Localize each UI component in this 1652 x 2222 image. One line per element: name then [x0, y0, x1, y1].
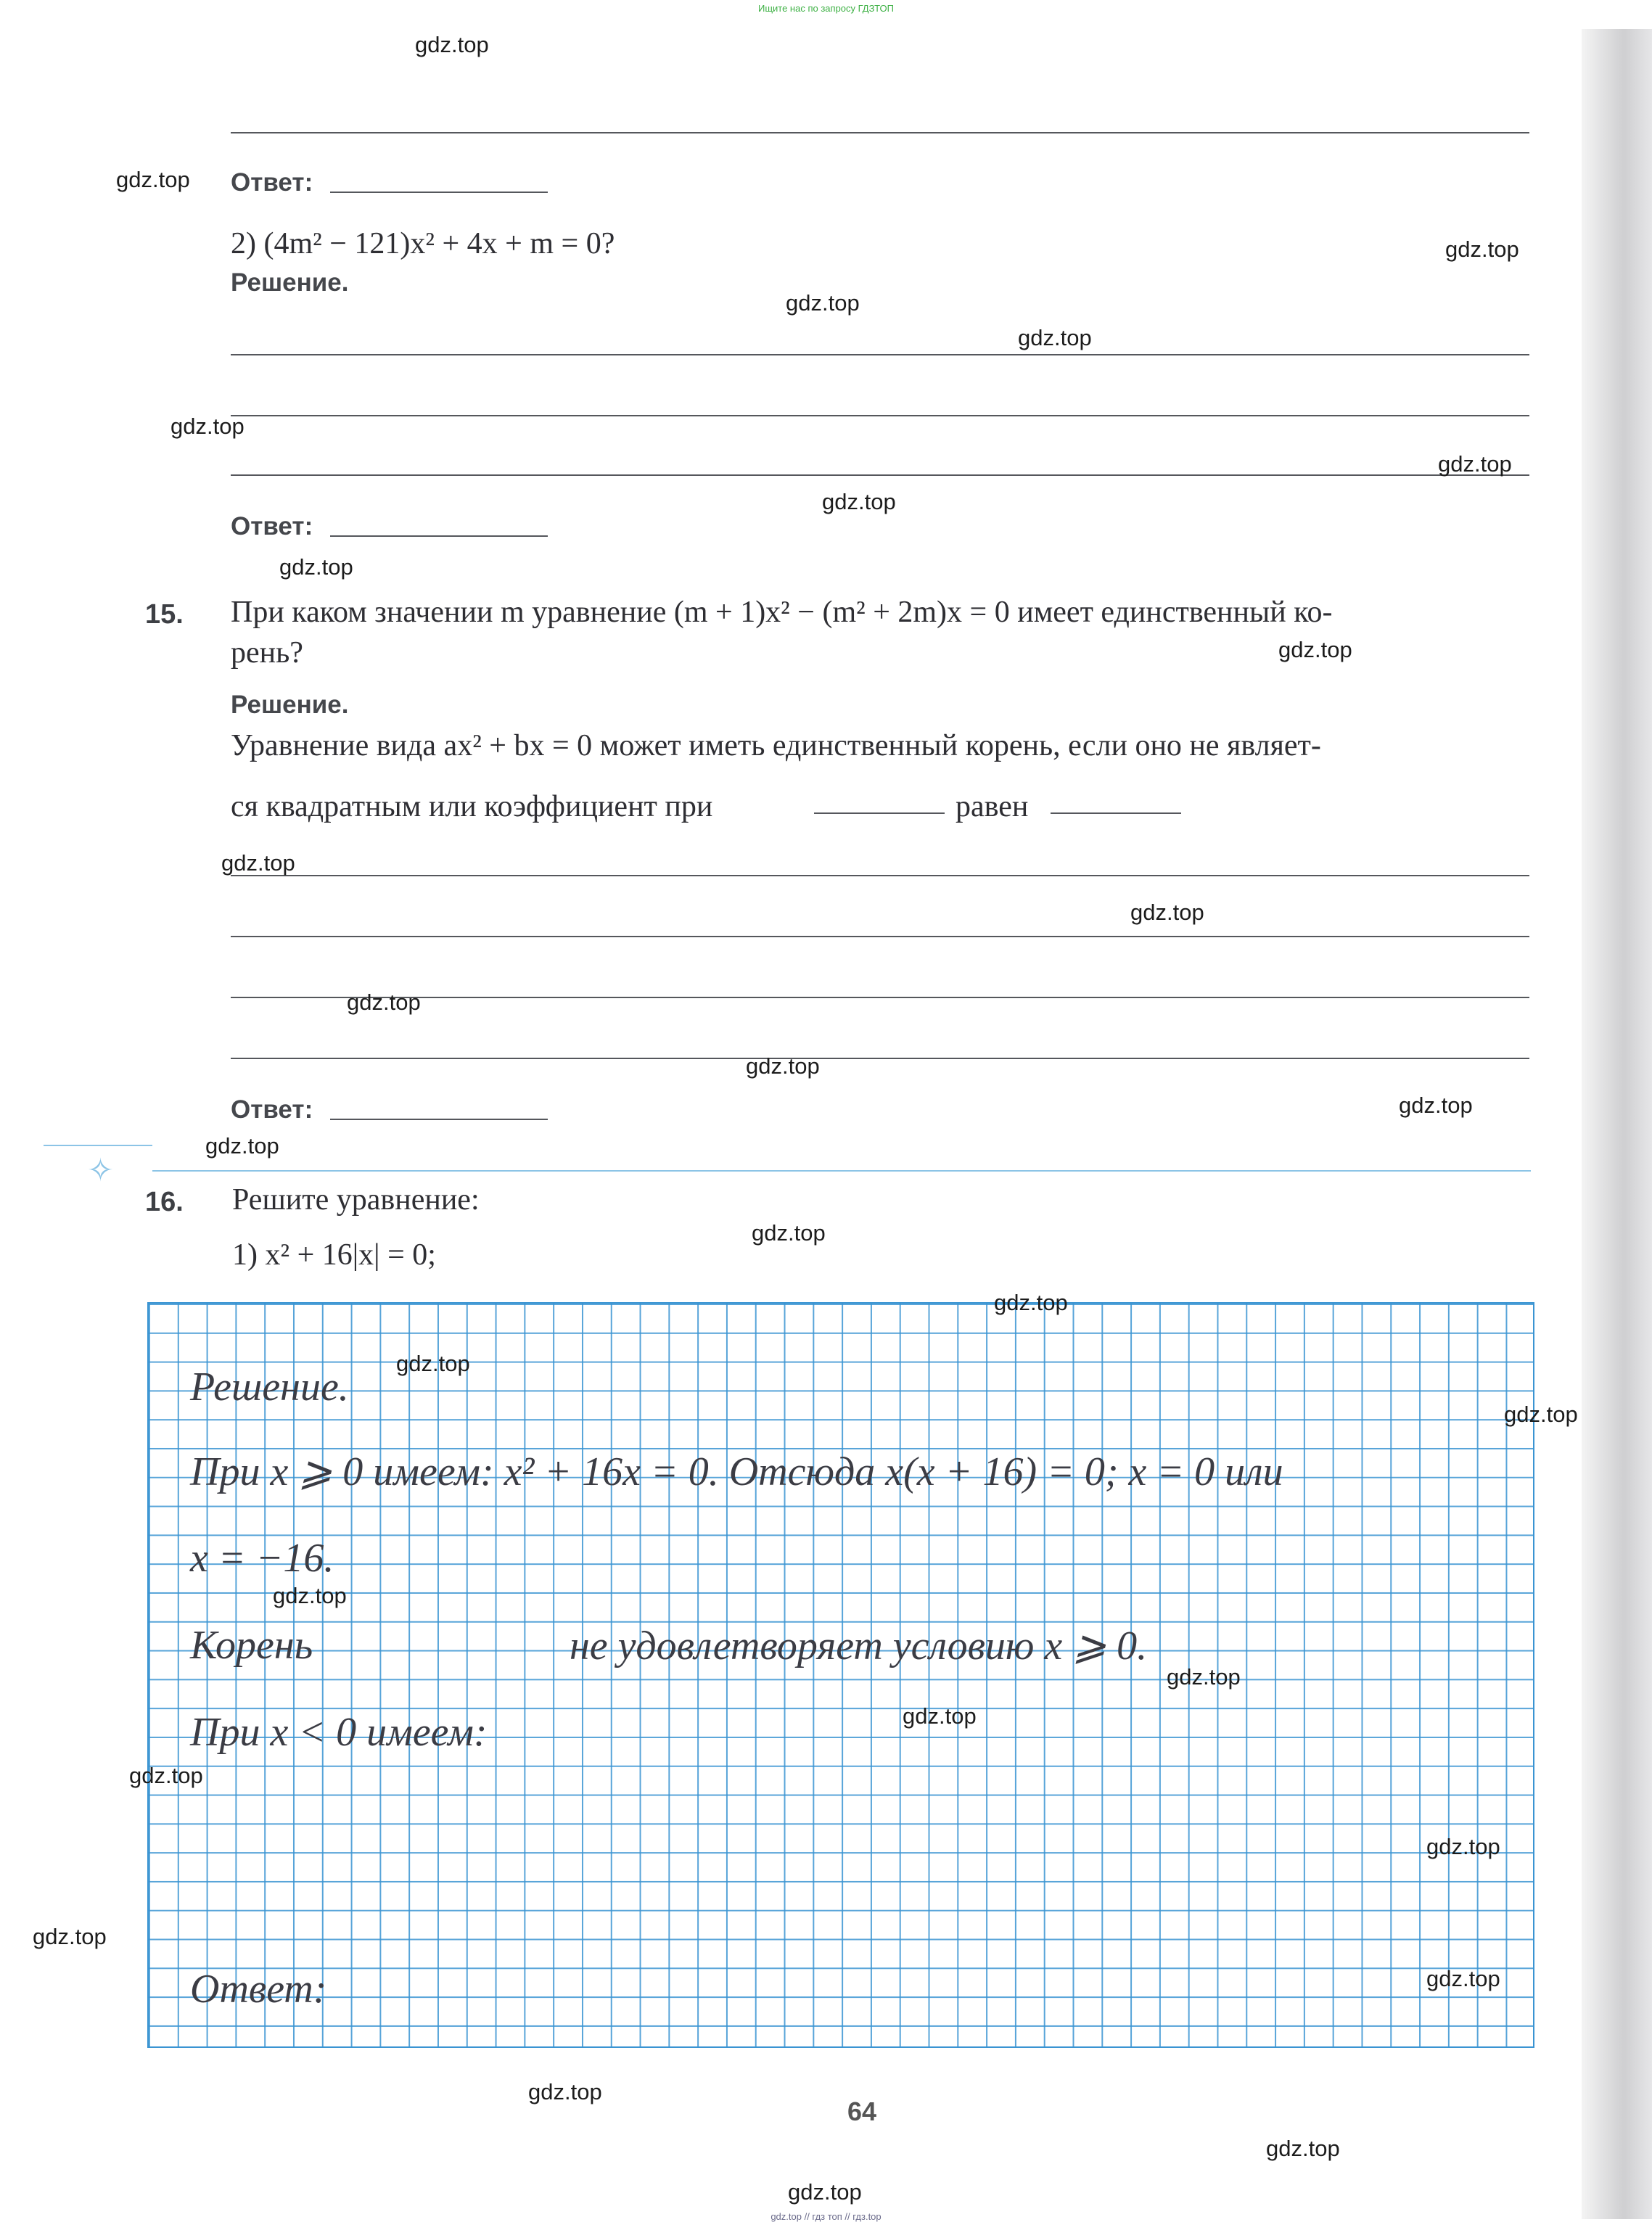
handwritten-line: x = −16. — [190, 1536, 334, 1581]
fill-blank — [814, 812, 945, 814]
task15-hint-line1: Уравнение вида ax² + bx = 0 может иметь единственный корень, если оно не являет- — [231, 729, 1321, 762]
footer-note: gdz.top // гдз топ // гдз.top — [770, 2211, 882, 2222]
answer-blank — [330, 192, 548, 193]
sparkle-icon: ✧ — [87, 1152, 114, 1189]
writing-line — [231, 997, 1529, 998]
section-divider — [152, 1170, 1531, 1172]
answer-blank — [330, 1119, 548, 1120]
writing-line — [231, 936, 1529, 937]
answer-rule — [231, 132, 1529, 133]
grid-answer-area — [147, 1302, 1534, 2048]
watermark: gdz.top — [396, 1351, 470, 1376]
task15-question-line1: При каком значении m уравнение (m + 1)x² − (m² + 2m)x = 0 имеет единственный ко- — [231, 596, 1333, 629]
watermark: gdz.top — [1130, 900, 1204, 925]
handwritten-line: При x < 0 имеем: — [190, 1710, 488, 1755]
header-note: Ищите нас по запросу ГДЗТОП — [757, 3, 894, 14]
watermark: gdz.top — [1167, 1664, 1241, 1690]
watermark: gdz.top — [1445, 236, 1519, 262]
watermark: gdz.top — [788, 2179, 862, 2205]
answer-label: Ответ: — [231, 512, 313, 540]
handwritten-line: При x ⩾ 0 имеем: x² + 16x = 0. Отсюда x(x + 16) = 0; x = 0 или — [190, 1449, 1283, 1494]
handwritten-solution-title: Решение. — [190, 1365, 349, 1410]
watermark: gdz.top — [1278, 637, 1352, 662]
watermark: gdz.top — [822, 489, 896, 514]
writing-line — [231, 474, 1529, 476]
writing-line — [231, 354, 1529, 355]
watermark: gdz.top — [279, 554, 353, 580]
watermark: gdz.top — [170, 413, 244, 439]
watermark: gdz.top — [752, 1220, 826, 1246]
watermark: gdz.top — [786, 290, 860, 316]
task15-number: 15. — [145, 599, 184, 630]
task15-question-line2: рень? — [231, 636, 303, 670]
task15-hint-line2b: равен — [956, 790, 1029, 823]
watermark: gdz.top — [903, 1703, 977, 1729]
writing-line — [231, 1058, 1529, 1059]
answer-label: Ответ: — [231, 168, 313, 197]
watermark: gdz.top — [528, 2079, 602, 2104]
watermark: gdz.top — [33, 1924, 107, 1949]
watermark: gdz.top — [1438, 451, 1512, 477]
watermark: gdz.top — [1399, 1093, 1473, 1118]
task16-instruction: Решите уравнение: — [232, 1183, 480, 1217]
watermark: gdz.top — [116, 167, 190, 192]
watermark: gdz.top — [994, 1290, 1068, 1315]
watermark: gdz.top — [1266, 2136, 1340, 2161]
watermark: gdz.top — [746, 1053, 820, 1079]
watermark: gdz.top — [415, 32, 489, 57]
page-number: 64 — [847, 2097, 877, 2126]
answer-label: Ответ: — [231, 1095, 313, 1124]
solution-label: Решение. — [231, 268, 349, 297]
task16-number: 16. — [145, 1187, 184, 1217]
handwritten-line: Корень — [190, 1623, 313, 1668]
watermark: gdz.top — [347, 989, 421, 1015]
solution-label: Решение. — [231, 691, 349, 719]
page-edge-shadow — [1582, 29, 1652, 2219]
watermark: gdz.top — [205, 1133, 279, 1159]
fill-blank — [1051, 812, 1181, 814]
task15-hint-line2a: ся квадратным или коэффициент при — [231, 790, 713, 823]
handwritten-answer: Ответ: — [190, 1967, 327, 2012]
task14-item2: 2) (4m² − 121)x² + 4x + m = 0? — [231, 227, 615, 260]
answer-blank — [330, 535, 548, 537]
section-divider — [44, 1145, 152, 1146]
watermark: gdz.top — [1018, 325, 1092, 350]
writing-line — [231, 415, 1529, 416]
watermark: gdz.top — [1426, 1834, 1500, 1859]
watermark: gdz.top — [273, 1583, 347, 1608]
task16-item1: 1) x² + 16|x| = 0; — [232, 1238, 436, 1272]
writing-line — [231, 875, 1529, 876]
watermark: gdz.top — [221, 850, 295, 876]
handwritten-line: не удовлетворяет условию x ⩾ 0. — [570, 1624, 1148, 1668]
watermark: gdz.top — [1504, 1402, 1578, 1427]
watermark: gdz.top — [129, 1763, 203, 1788]
watermark: gdz.top — [1426, 1966, 1500, 1991]
